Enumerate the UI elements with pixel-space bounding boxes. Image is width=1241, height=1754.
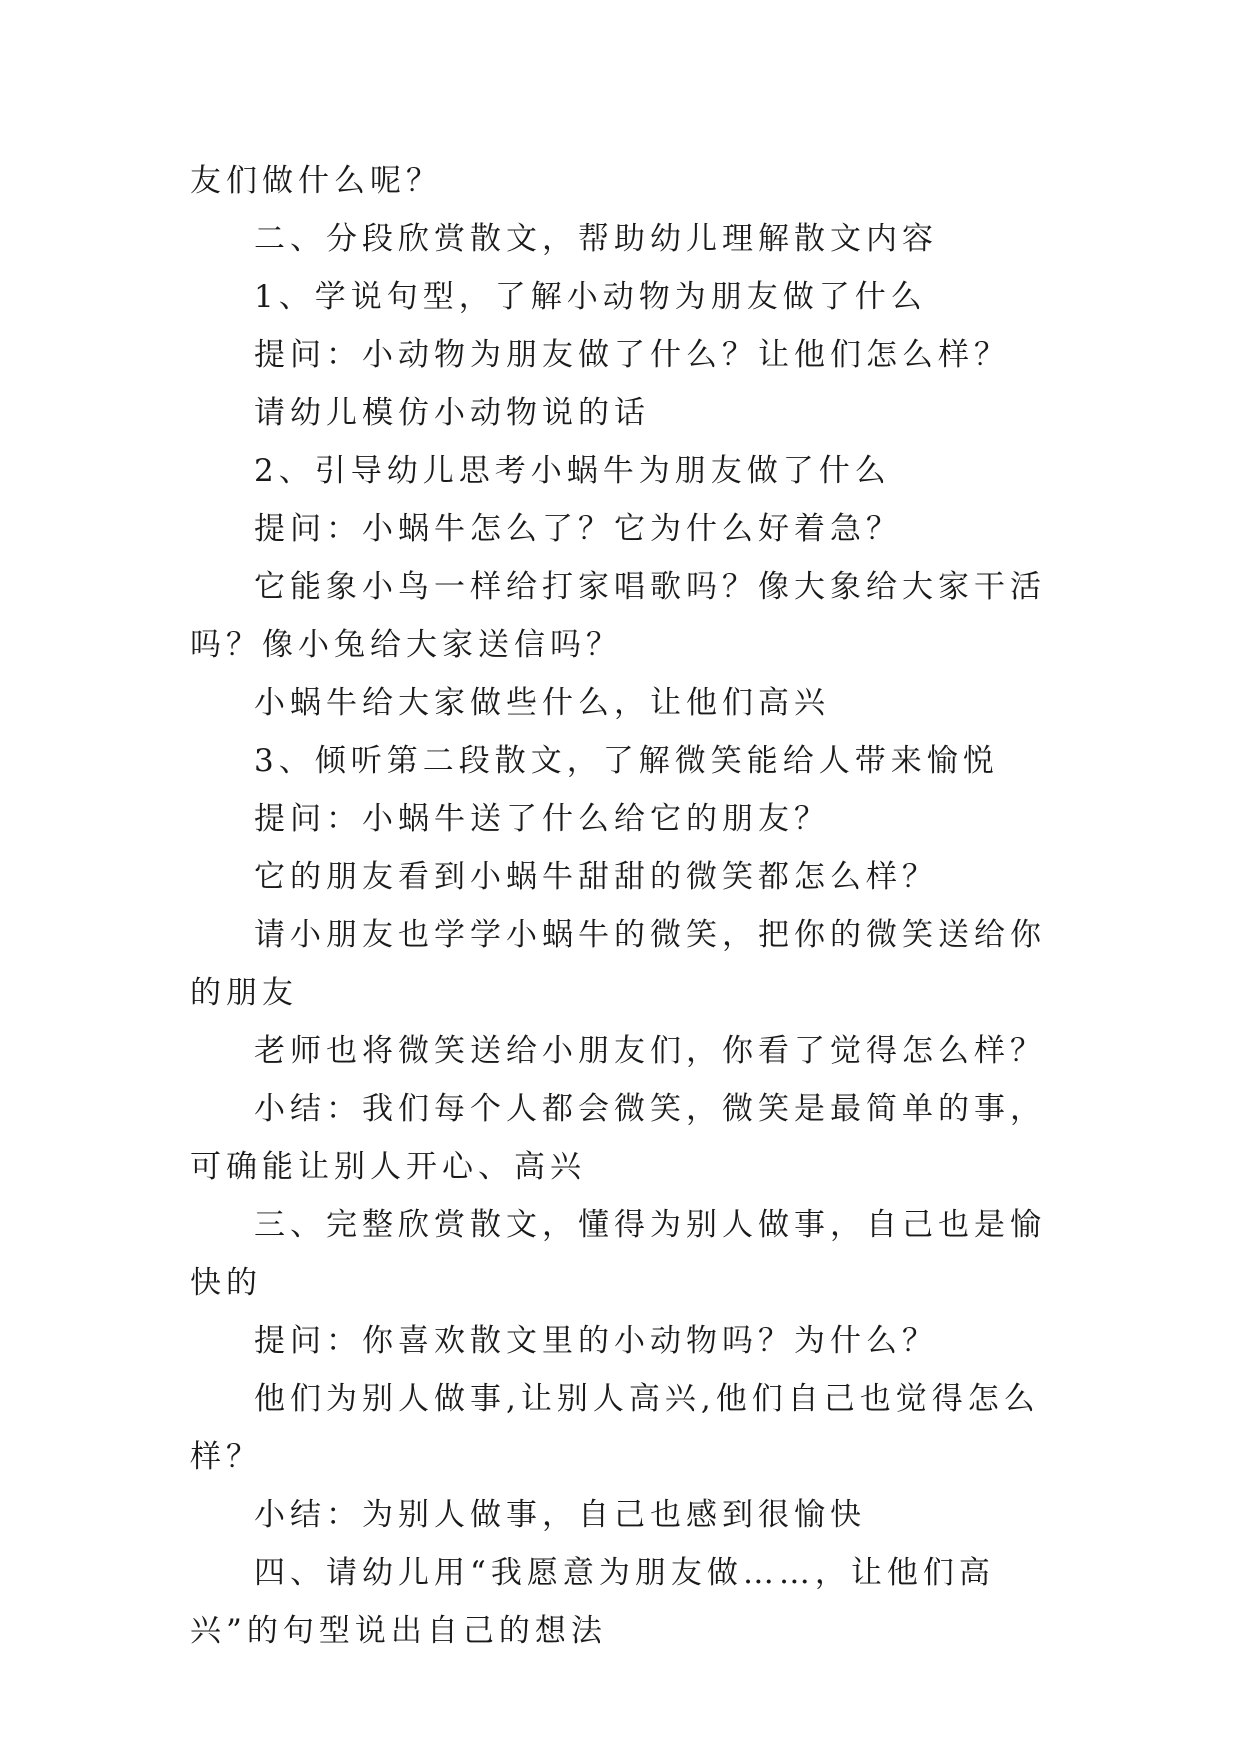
paragraph: 请幼儿模仿小动物说的话 (254, 395, 650, 431)
summary-paragraph: 小结：为别人做事，自己也感到很愉快 (254, 1497, 866, 1533)
step-heading: 3、倾听第二段散文，了解微笑能给人带来愉悦 (254, 743, 999, 779)
summary-paragraph: 小结：我们每个人都会微笑，微笑是最简单的事，可确能让别人开心、高兴 (190, 1091, 1046, 1185)
question-paragraph: 提问：你喜欢散文里的小动物吗？为什么？ (254, 1323, 938, 1359)
question-paragraph: 提问：小动物为朋友做了什么？让他们怎么样？ (254, 337, 1010, 373)
step-heading: 1、学说句型，了解小动物为朋友做了什么 (254, 279, 927, 315)
section-heading: 二、分段欣赏散文，帮助幼儿理解散文内容 (254, 221, 938, 257)
step-heading: 2、引导幼儿思考小蜗牛为朋友做了什么 (254, 453, 891, 489)
paragraph: 小蜗牛给大家做些什么，让他们高兴 (254, 685, 830, 721)
paragraph: 友们做什么呢？ (190, 163, 442, 199)
document-body (190, 152, 1060, 1660)
paragraph: 它的朋友看到小蜗牛甜甜的微笑都怎么样？ (254, 859, 938, 895)
paragraph: 他们为别人做事,让别人高兴,他们自己也觉得怎么样？ (190, 1381, 1040, 1475)
section-heading: 三、完整欣赏散文，懂得为别人做事，自己也是愉快的 (190, 1207, 1046, 1301)
paragraph: 请小朋友也学学小蜗牛的微笑，把你的微笑送给你的朋友 (190, 917, 1046, 1011)
section-heading: 四、请幼儿用“我愿意为朋友做……，让他们高兴”的句型说出自己的想法 (190, 1555, 995, 1649)
question-paragraph: 提问：小蜗牛怎么了？它为什么好着急？ (254, 511, 902, 547)
question-paragraph: 提问：小蜗牛送了什么给它的朋友？ (254, 801, 830, 837)
paragraph: 它能象小鸟一样给打家唱歌吗？像大象给大家干活吗？像小兔给大家送信吗？ (190, 569, 1046, 663)
paragraph: 老师也将微笑送给小朋友们，你看了觉得怎么样？ (254, 1033, 1046, 1069)
